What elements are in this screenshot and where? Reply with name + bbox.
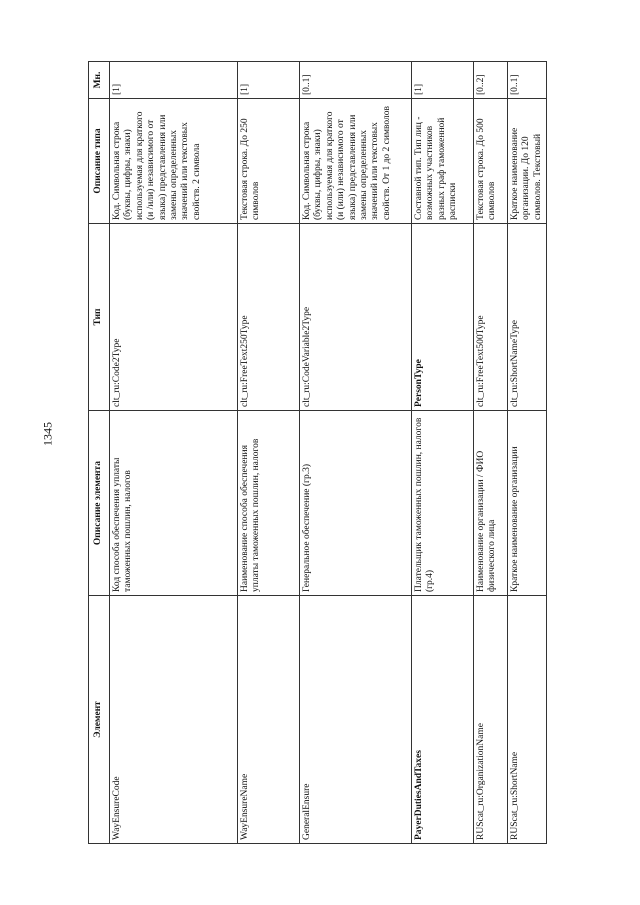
cell-element: PayerDutiesAndTaxes — [412, 596, 474, 844]
cell-element-description: Код способа обеспечения уплаты таможенных пошлин, налогов — [110, 411, 238, 596]
cell-element: RUScat_ru:ShortName — [508, 596, 547, 844]
header-type: Тип — [89, 224, 110, 411]
cell-type-description: Текстовая строка. До 250 символов — [238, 99, 300, 224]
header-type-description: Описание типа — [89, 99, 110, 224]
cell-element-description: Наименование способа обеспечения уплаты таможенных пошлин, налогов — [238, 411, 300, 596]
cell-multiplicity: [0..2] — [474, 62, 508, 99]
table-row — [474, 62, 508, 844]
cell-element-description: Плательщик таможенных пошлин, налогов (гр.4) — [412, 411, 474, 596]
table-row — [412, 62, 474, 844]
header-multiplicity: Мн. — [89, 62, 110, 99]
cell-type: clt_ru:Code2Type — [110, 224, 238, 411]
cell-multiplicity: [1] — [110, 62, 238, 99]
page-number: 1345 — [40, 422, 55, 446]
cell-type-description: Код. Символьная строка (буквы, цифры, знаки) используемая для краткого (и (или) независимого от языка) представления или замены определенных значений или текстовых свойств. От 1 до 2 символов — [300, 99, 412, 224]
cell-multiplicity: [1] — [238, 62, 300, 99]
cell-element-description: Краткое наименование организации — [508, 411, 547, 596]
cell-type-description: Краткое наименование организации. До 120 символов. Текстовый — [508, 99, 547, 224]
schema-table — [88, 61, 547, 844]
cell-type-description: Текстовая строка. До 500 символов — [474, 99, 508, 224]
cell-element: WayEnsureCode — [110, 596, 238, 844]
cell-element: RUScat_ru:OrganizationName — [474, 596, 508, 844]
table-row — [300, 62, 412, 844]
table-row — [110, 62, 238, 844]
cell-element-description: Генеральное обеспечение (гр.3) — [300, 411, 412, 596]
table-row — [238, 62, 300, 844]
cell-type: PersonType — [412, 224, 474, 411]
cell-type: clt_ru:FreeText250Type — [238, 224, 300, 411]
table-header-row — [89, 62, 110, 844]
cell-multiplicity: [0..1] — [508, 62, 547, 99]
cell-element: GeneralEnsure — [300, 596, 412, 844]
cell-type: clt_ru:CodeVariable2Type — [300, 224, 412, 411]
cell-type-description: Код. Символьная строка (буквы, цифры, знаки) используемая для краткого (и /или) независимого от языка) представления или замены определенных значений или текстовых свойств. 2 символа — [110, 99, 238, 224]
cell-element: WayEnsureName — [238, 596, 300, 844]
header-element: Элемент — [89, 596, 110, 844]
cell-element-description: Наименование организации / ФИО физического лица — [474, 411, 508, 596]
cell-type: clt_ru:ShortNameType — [508, 224, 547, 411]
cell-type-description: Составной тип. Тип лиц - возможных участников разных граф таможенной расписки — [412, 99, 474, 224]
cell-multiplicity: [0..1] — [300, 62, 412, 99]
header-element-description: Описание элемента — [89, 411, 110, 596]
table-row — [508, 62, 547, 844]
cell-type: clt_ru:FreeText500Type — [474, 224, 508, 411]
cell-multiplicity: [1] — [412, 62, 474, 99]
table-container — [88, 62, 543, 844]
